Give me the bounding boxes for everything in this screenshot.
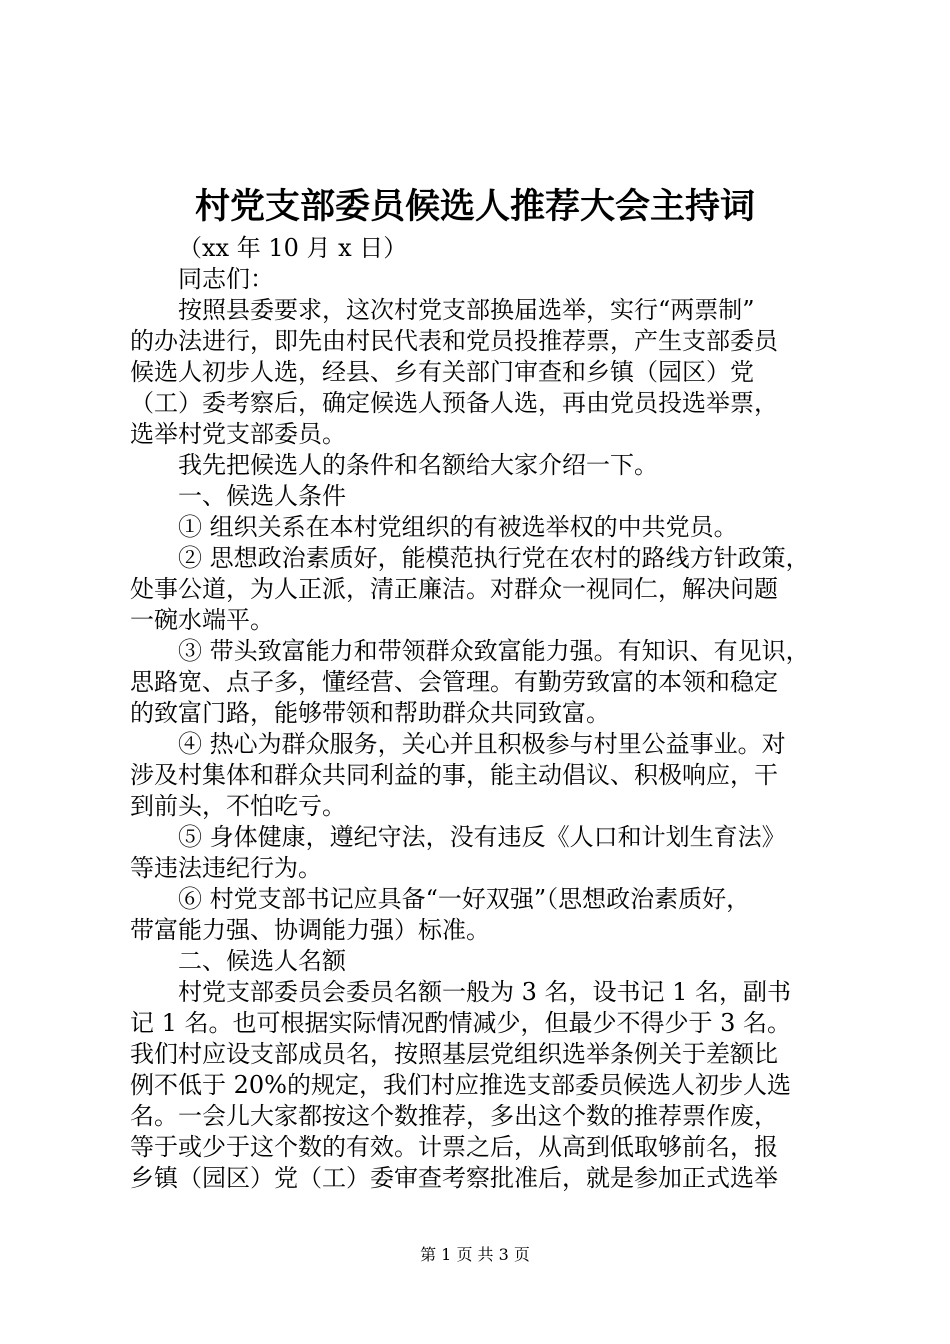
text-line: ⑤ 身体健康，遵纪守法，没有违反《人口和计划生育法》 <box>178 823 786 851</box>
text-line: 涉及村集体和群众共同利益的事，能主动倡议、积极响应，干 <box>130 761 778 789</box>
text-line: ④ 热心为群众服务，关心并且积极参与村里公益事业。对 <box>178 730 786 758</box>
text-line: 选举村党支部委员。 <box>130 420 346 448</box>
text-line: 一、候选人条件 <box>178 482 346 510</box>
text-line: 思路宽、点子多，懂经营、会管理。有勤劳致富的本领和稳定 <box>130 668 778 696</box>
document-title: 村党支部委员候选人推荐大会主持词 <box>194 186 755 227</box>
text-line: 的办法进行，即先由村民代表和党员投推荐票，产生支部委员 <box>130 327 778 355</box>
document-body <box>130 233 830 1194</box>
text-line: 处事公道，为人正派，清正廉洁。对群众一视同仁，解决问题 <box>130 575 778 603</box>
text-line: 一碗水端平。 <box>130 606 274 634</box>
text-line: 记 1 名。也可根据实际情况酌情减少，但最少不得少于 3 名。 <box>130 1009 792 1037</box>
text-line: 等于或少于这个数的有效。计票之后，从高到低取够前名，报 <box>130 1133 778 1161</box>
text-line: 的致富门路，能够带领和帮助群众共同致富。 <box>130 699 610 727</box>
text-line: 等违法违纪行为。 <box>130 854 322 882</box>
text-line: ① 组织关系在本村党组织的有被选举权的中共党员。 <box>178 513 738 541</box>
page-footer: 第 1 页 共 3 页 <box>420 1245 530 1264</box>
text-line: 例不低于 20%的规定，我们村应推选支部委员候选人初步人选 <box>130 1071 791 1099</box>
text-line: 到前头，不怕吃亏。 <box>130 792 346 820</box>
text-line: 名。一会儿大家都按这个数推荐，多出这个数的推荐票作废， <box>130 1102 778 1130</box>
text-line: 带富能力强、协调能力强）标准。 <box>130 916 490 944</box>
text-line: ② 思想政治素质好，能模范执行党在农村的路线方针政策， <box>178 544 810 572</box>
text-line: 村党支部委员会委员名额一般为 3 名，设书记 1 名，副书 <box>178 978 792 1006</box>
text-line: 二、候选人名额 <box>178 947 346 975</box>
text-line: 候选人初步人选，经县、乡有关部门审查和乡镇（园区）党 <box>130 358 754 386</box>
text-line: 同志们： <box>178 265 274 293</box>
text-line: （xx 年 10 月 x 日） <box>178 234 408 262</box>
text-line: ⑥ 村党支部书记应具备“一好双强”（思想政治素质好， <box>178 885 751 913</box>
text-line: （工）委考察后，确定候选人预备人选，再由党员投选举票， <box>130 389 778 417</box>
text-line: 我先把候选人的条件和名额给大家介绍一下。 <box>178 451 658 479</box>
text-line: 按照县委要求，这次村党支部换届选举，实行“两票制” <box>178 296 755 324</box>
text-line: ③ 带头致富能力和带领群众致富能力强。有知识、有见识， <box>178 637 810 665</box>
text-line: 乡镇（园区）党（工）委审查考察批准后，就是参加正式选举 <box>130 1164 778 1192</box>
text-line: 我们村应设支部成员名，按照基层党组织选举条例关于差额比 <box>130 1040 778 1068</box>
